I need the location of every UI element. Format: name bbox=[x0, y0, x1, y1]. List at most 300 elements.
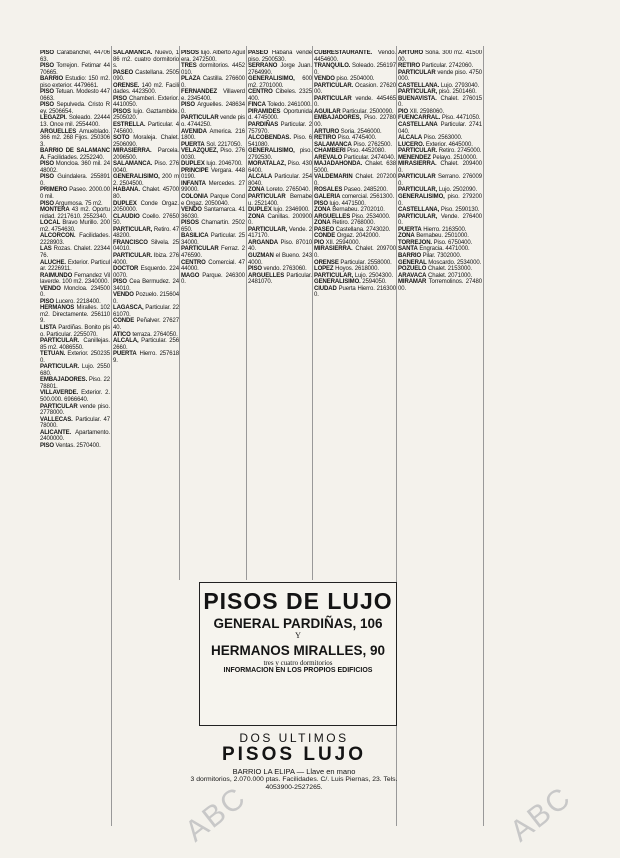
classified-ad-heading: BUENAVISTA. bbox=[398, 95, 437, 102]
classified-ad bbox=[181, 50, 245, 63]
classified-ad-text: lujo. Alberto Aguilera. 2472500. bbox=[181, 50, 245, 63]
classified-ad-heading: LISTA bbox=[40, 324, 57, 331]
classified-ad-heading: VELAZQUEZ, bbox=[181, 148, 219, 155]
classified-ad-text: Apartamento. 2400000. bbox=[40, 429, 110, 443]
classified-ad-text: vende piso. 4744250. bbox=[181, 115, 245, 129]
classified-ad-text: Piso. 4306400. bbox=[248, 161, 312, 174]
classified-ad-heading: BARRIO bbox=[398, 252, 422, 259]
classified-ad-heading: CUBRESTAURANTE. bbox=[314, 50, 373, 56]
classified-ad-heading: SALAMANCA. bbox=[113, 50, 153, 56]
classified-ad-heading: PARTICULAR, bbox=[398, 213, 438, 220]
classified-ad-heading: TORREJON. bbox=[398, 239, 432, 246]
classified-ad-text: Lujo. 2504300. bbox=[354, 272, 394, 279]
classified-ad bbox=[113, 266, 179, 279]
classified-ad-heading: CENTRO bbox=[181, 259, 206, 266]
classified-ad bbox=[314, 83, 396, 96]
classified-ad-text: Hierro. 2576189. bbox=[113, 351, 179, 364]
classified-ad-heading: VENDO bbox=[314, 76, 335, 83]
classified-ad-text: Sol. 2217050. bbox=[206, 141, 242, 148]
classified-ad-heading: MIRASIERRA. bbox=[113, 148, 152, 155]
classified-ad-heading: DUPLEX bbox=[248, 207, 272, 214]
classified-ad-heading: PIO bbox=[398, 108, 409, 115]
classified-ad-heading: PISO bbox=[40, 102, 54, 109]
classified-ad bbox=[40, 377, 110, 390]
classified-ad-text: Bravo Murillo. 200 m2. 4754630. bbox=[40, 220, 110, 233]
classified-ad-text: Conde Orgaz. 2050000. bbox=[113, 200, 179, 214]
classified-column-1 bbox=[40, 50, 110, 828]
classified-ad bbox=[113, 135, 179, 148]
classified-ad-heading: CLAUDIO bbox=[113, 213, 140, 220]
classified-ad-text: Vendo. 4454600. bbox=[314, 50, 396, 63]
classified-ad-text: Castellana. 2743020. bbox=[335, 226, 391, 233]
classified-ad-heading: PISO bbox=[40, 63, 54, 70]
classified-ad-text: XII. 2594000. bbox=[325, 239, 361, 246]
classified-ad-text: Puerta Hierro. 2163000. bbox=[314, 285, 396, 299]
classified-ad-heading: PARTICULAR. bbox=[40, 364, 80, 371]
classified-ad-heading: CASTELLANA, bbox=[398, 207, 440, 214]
classified-ad-text: terraza. 2764050. bbox=[132, 331, 178, 338]
classified-ad bbox=[181, 233, 245, 246]
classified-ad-text: Rozas. Chalet. 2234476. bbox=[40, 246, 110, 259]
classified-ad bbox=[40, 273, 110, 286]
classified-ad-heading: ARGUELLES bbox=[314, 213, 351, 220]
classified-ad-heading: COLONIA bbox=[181, 194, 208, 201]
classified-ad bbox=[398, 279, 482, 292]
classified-ad-text: lujo. Gaztambide. 2505020. bbox=[113, 108, 179, 122]
classified-ad bbox=[181, 63, 245, 76]
classified-ad-text: Particular. 2481070. bbox=[248, 272, 312, 286]
ad-box-pisos-de-lujo bbox=[199, 582, 397, 726]
classified-ad-text: Particular. 2562660. bbox=[113, 338, 179, 351]
classified-ad-heading: PLAZA bbox=[181, 76, 201, 83]
classified-ad bbox=[40, 89, 110, 102]
classified-ad-text: Lucero. 2218400. bbox=[55, 298, 101, 305]
classified-ad bbox=[113, 50, 179, 70]
classified-ad-heading: PARTICULAR. bbox=[40, 338, 80, 345]
classified-ad-heading: AREVALO bbox=[314, 154, 343, 161]
classified-ad bbox=[248, 50, 312, 63]
classified-ad-heading: MAJADAHONDA. bbox=[314, 161, 363, 168]
classified-ad-text: Mercedes. 2799000. bbox=[181, 180, 245, 194]
classified-ad-heading: SANTA bbox=[398, 246, 418, 253]
classified-ad-heading: ZONA bbox=[398, 233, 415, 240]
classified-ad bbox=[181, 102, 245, 115]
classified-ad-heading: PARTICULAR bbox=[181, 246, 219, 253]
classified-ad-text: Lujo. 2502090. bbox=[438, 187, 478, 194]
classified-ad bbox=[314, 161, 396, 174]
classified-ad-heading: ALCALA bbox=[398, 135, 423, 142]
classified-ad-text: Castellana. 2505090. bbox=[113, 69, 179, 83]
classified-ad-heading: PARTICULAR bbox=[181, 115, 219, 122]
classified-ad-heading: PISO bbox=[314, 200, 328, 207]
classified-ad-heading: GENERALISIMO. bbox=[314, 279, 361, 286]
classified-ad bbox=[248, 240, 312, 253]
classified-ad bbox=[181, 89, 245, 102]
classified-ad-heading: PARDIÑAS bbox=[248, 122, 279, 129]
classified-ad-heading: MIRAMAR bbox=[398, 279, 427, 286]
classified-ad bbox=[113, 70, 179, 83]
classified-ad-text: comercial. 2561300. bbox=[341, 194, 395, 201]
classified-ad-text: Fernandez Villaverde. 100 m2. 2340000. bbox=[40, 272, 110, 286]
classified-column-4 bbox=[248, 50, 312, 626]
classified-ad-heading: RETIRO bbox=[398, 63, 421, 70]
classified-ad-heading: ORENSE bbox=[314, 259, 339, 266]
classified-ad-heading: SERRANO bbox=[248, 63, 278, 70]
classified-ad bbox=[113, 292, 179, 305]
classified-ad-heading: GENERAL bbox=[398, 259, 427, 266]
classified-ad-heading: ALCALA bbox=[248, 174, 273, 181]
classified-ad-heading: CASTELLANA bbox=[398, 122, 438, 129]
classified-ad-heading: PIRAMIDES bbox=[248, 108, 281, 115]
classified-ad-heading: ALCALA, bbox=[113, 338, 139, 345]
classified-ad bbox=[181, 207, 245, 220]
classified-ad-text: Carabanchel, 4470663. bbox=[40, 50, 110, 63]
classified-ad-text: 600 m2. 2701000. bbox=[248, 76, 312, 89]
classified-ad bbox=[314, 96, 396, 109]
classified-ad-text: vende piso. 4750000. bbox=[398, 69, 482, 83]
classified-ad-text: Piso. 2590130. bbox=[440, 207, 480, 214]
column-rule bbox=[312, 46, 313, 580]
classified-ad-text: Piso. 2760040. bbox=[113, 161, 179, 174]
classified-ad bbox=[248, 194, 312, 207]
classified-ad bbox=[40, 233, 110, 246]
classified-ad-heading: PARTICULAR bbox=[40, 403, 78, 410]
classified-ad-text: 43 m2. Oportunidad. 2217610. 2552340. bbox=[40, 207, 110, 220]
classified-ad-text: Chalet. 2094000. bbox=[398, 161, 482, 174]
ad-box-2-line2: PISOS LUJO bbox=[221, 744, 367, 765]
classified-ad-text: Hoyos. 2618000. bbox=[335, 266, 379, 273]
classified-ad bbox=[181, 260, 245, 273]
classified-ad-heading: GENERALISIMO, bbox=[248, 76, 295, 83]
classified-ad-text: Tetuan. Modesto 4470663. bbox=[40, 89, 110, 102]
classified-ad-text: Ferraz. 2476590. bbox=[181, 246, 245, 259]
classified-ad-text: Retiro. 4748200. bbox=[113, 226, 179, 240]
classified-ad-text: lujo. 4471500. bbox=[329, 200, 366, 207]
ad-box-1-subtitle: tres y cuatro dormitorios bbox=[263, 659, 333, 667]
classified-ad bbox=[181, 129, 245, 142]
classified-ad bbox=[181, 181, 245, 194]
classified-ad-heading: DUPLEX bbox=[113, 200, 137, 207]
classified-ad-heading: PISO bbox=[40, 200, 54, 207]
classified-ad-heading: TRES bbox=[181, 63, 197, 70]
classified-ad-text: Soria. 2546000. bbox=[340, 128, 382, 135]
classified-ad-text: Facilidades. 2252240. bbox=[47, 154, 104, 161]
classified-ad-text: Parcela. 2096500. bbox=[113, 148, 179, 161]
classified-ad-text: Soria. 300 m2. 4150000. bbox=[398, 50, 482, 63]
classified-ad bbox=[181, 76, 245, 89]
classified-ad-heading: TETUAN. bbox=[40, 351, 66, 358]
classified-ad-heading: VILLAVERDE. bbox=[40, 390, 79, 397]
ad-box-2-line3: BARRIO LA ELIPA — Llave en mano bbox=[232, 767, 356, 776]
classified-ad-heading: GENERALISIMO, bbox=[398, 194, 445, 201]
classified-ad-heading: GUZMAN bbox=[248, 252, 274, 259]
classified-ad-text: 200 m2. 2504500. bbox=[113, 174, 179, 187]
classified-ad bbox=[181, 273, 245, 286]
classified-ad-heading: FINCA bbox=[248, 102, 266, 109]
classified-ad-text: Particular. 4745600. bbox=[113, 122, 179, 135]
ad-box-2-line4: 3 dormitorios, 2.070.000 ptas. Facilidades. C/. Luis Piernas, 23. Tels. 4053900-2527265. bbox=[190, 776, 398, 791]
classified-ad bbox=[40, 161, 110, 174]
classified-ad-text: Particular. 2500090. bbox=[342, 108, 394, 115]
classified-ad-text: Piso. 6541080. bbox=[248, 135, 312, 148]
classified-ad-heading: ESTRELLA. bbox=[113, 122, 146, 129]
classified-ad-text: Arguelles. 2486340. bbox=[181, 102, 245, 115]
classified-ad bbox=[248, 161, 312, 174]
classified-ad-heading: PISOS bbox=[181, 50, 199, 56]
classified-column-2 bbox=[113, 50, 179, 760]
classified-ad-heading: PISO bbox=[40, 298, 54, 305]
classified-ad bbox=[398, 194, 482, 207]
classified-ad-text: Moncloa. 2345000. bbox=[40, 285, 110, 299]
classified-ad-heading: ATICO bbox=[113, 331, 131, 338]
classified-ad-heading: PIO bbox=[314, 239, 325, 246]
classified-ad-text: Serrano. 2760090. bbox=[398, 174, 482, 187]
classified-ad bbox=[40, 50, 110, 63]
classified-ad-heading: PASEO bbox=[314, 226, 335, 233]
classified-ad-text: Pilar. 7302000. bbox=[422, 252, 462, 259]
classified-ad-text: Jorge Juan. 2764990. bbox=[248, 63, 312, 76]
classified-ad-heading: MENENDEZ bbox=[398, 154, 431, 161]
classified-ad-text: Ibiza. 2764000. bbox=[113, 252, 179, 266]
classified-ad-heading: CONDE bbox=[314, 233, 336, 240]
column-rule bbox=[483, 46, 484, 826]
classified-ad-heading: PUERTA bbox=[113, 351, 137, 358]
classified-ad-heading: VENDO bbox=[40, 285, 61, 292]
classified-ad-heading: ARTURO bbox=[398, 50, 424, 56]
classified-ad-text: Moraleja. Chalet. 2506090. bbox=[113, 135, 179, 148]
classified-ad-heading: HABANA. bbox=[113, 187, 140, 194]
classified-ad-heading: PARTICULAR bbox=[398, 69, 436, 76]
classified-ad-text: Oportunidad. 4745000. bbox=[248, 108, 312, 122]
classified-ad-text: Cea Bermudez. 2434010. bbox=[113, 279, 179, 292]
classified-ad-text: Argumosa. 75 m2. bbox=[55, 200, 103, 207]
classified-ad-text: Habana vende piso. 2500530. bbox=[248, 50, 312, 63]
classified-ad-text: Piso. 2762500. bbox=[353, 141, 392, 148]
classified-ad-heading: ZONA bbox=[248, 187, 265, 194]
classified-ad bbox=[40, 430, 110, 443]
classified-ad-heading: PARTICULAR, bbox=[398, 89, 438, 96]
classified-ad bbox=[398, 70, 482, 83]
classified-ad-heading: PASEO bbox=[248, 50, 269, 56]
classified-ad-text: Engracia. 4471000. bbox=[419, 246, 470, 253]
classified-ad bbox=[113, 351, 179, 364]
classified-ad-heading: PARTICULAR, bbox=[113, 226, 153, 233]
classified-ad-text: Retiro. 2768000. bbox=[332, 220, 375, 227]
classified-ad-text: Piso. 2760030. bbox=[181, 148, 245, 161]
classified-ad-heading: EMBAJADORES. bbox=[40, 377, 88, 384]
classified-ad-heading: RAIMUNDO bbox=[40, 272, 73, 279]
classified-ad-heading: ALCOBENDAS. bbox=[248, 135, 291, 142]
classified-ad-text: Esquerdo. 2240070. bbox=[113, 266, 179, 279]
classified-ad-heading: MONTERA bbox=[40, 207, 70, 214]
ad-box-1-line2: HERMANOS MIRALLES, 90 bbox=[210, 643, 386, 658]
classified-ad bbox=[248, 253, 312, 266]
classified-ad-heading: INFANTA bbox=[181, 180, 206, 187]
classified-ad-heading: VENDO bbox=[113, 292, 134, 299]
classified-ad-heading: DOCTOR bbox=[113, 266, 139, 273]
classified-ad bbox=[398, 122, 482, 135]
classified-ad-heading: SOTO bbox=[113, 135, 130, 142]
classified-ad bbox=[113, 187, 179, 200]
classified-ad bbox=[181, 115, 245, 128]
classified-ad-text: Particular. 2261070. bbox=[113, 305, 179, 318]
classified-ad bbox=[248, 76, 312, 89]
classified-ad-heading: MAGO bbox=[181, 272, 200, 279]
classified-ad bbox=[40, 364, 110, 377]
classified-ad-text: Soleado. 2244413. Once mil. 2554400. bbox=[40, 115, 110, 129]
classified-ad-heading: ARGANDA bbox=[248, 239, 278, 246]
classified-ad-text: Loreto. 2765040. bbox=[266, 187, 310, 194]
classified-ad-heading: POZUELO bbox=[398, 266, 427, 273]
classified-ad-heading: BARRIO DE SALAMANCA. bbox=[40, 148, 110, 161]
classified-ad-heading: PUERTA bbox=[398, 226, 422, 233]
classified-ad bbox=[113, 122, 179, 135]
classified-ad bbox=[113, 148, 179, 161]
classified-ad-text: Particular. 4778000. bbox=[40, 416, 110, 430]
classified-ad bbox=[40, 102, 110, 115]
classified-ad-heading: PARTICULAR bbox=[398, 174, 436, 181]
classified-ad bbox=[113, 279, 179, 292]
classified-ad-text: Vende. 2764000. bbox=[398, 213, 482, 227]
classified-ad-heading: EMBAJADORES, bbox=[314, 115, 362, 122]
classified-ad-heading: PARTICULAR. bbox=[113, 252, 153, 259]
classified-ad-heading: PARTICULAR, bbox=[248, 226, 288, 233]
classified-ad-heading: PASEO bbox=[113, 69, 134, 76]
classified-ad-text: vendo. 2763060. bbox=[263, 266, 307, 273]
classified-ad-text: Moncloa. 360 mil. 2448002. bbox=[40, 161, 110, 174]
classified-ad-heading: MIRASIERRA. bbox=[314, 246, 353, 253]
classified-ad-text: Chamartin. 2502650. bbox=[181, 220, 245, 233]
classified-ad-text: Lujo. 2550680. bbox=[40, 364, 110, 377]
classified-ad-heading: ALUCHE. bbox=[40, 259, 66, 266]
classified-ad-heading: PISOS bbox=[181, 220, 199, 227]
classified-ad bbox=[398, 50, 482, 63]
classified-ad-text: XII. 2598060. bbox=[409, 108, 445, 115]
classified-ad bbox=[181, 246, 245, 259]
classified-ad-heading: PISO bbox=[248, 266, 262, 273]
classified-ad-heading: CHAMBERI bbox=[314, 148, 346, 155]
classified-ad-heading: PRINCIPE bbox=[181, 167, 209, 174]
classified-ad bbox=[314, 286, 396, 299]
classified-ad-text: Chalet. 2153000. bbox=[427, 266, 472, 273]
classified-ad-text: Nuevo, 186 m2. cuatro dormitorios. bbox=[113, 50, 179, 70]
classified-ad bbox=[40, 325, 110, 338]
classified-ad-heading: PISO bbox=[113, 279, 127, 286]
classified-ad bbox=[248, 273, 312, 286]
classified-ad-text: piso. 2504000. bbox=[336, 76, 375, 83]
classified-ad bbox=[248, 174, 312, 187]
classified-ad-heading: DUPLEX bbox=[181, 161, 205, 168]
classified-ad bbox=[181, 194, 245, 207]
classified-ad-text: Chalet. 2760150. bbox=[398, 95, 482, 109]
classified-ad-text: Canillas. 2009000. bbox=[248, 213, 312, 227]
classified-ad-heading: CASTELLANA. bbox=[398, 82, 440, 89]
classified-ad-text: Chalet. 2072000. bbox=[314, 174, 396, 187]
classified-ad bbox=[398, 96, 482, 109]
classified-ad bbox=[40, 187, 110, 200]
classified-ad bbox=[40, 443, 110, 450]
watermark-logo: ABC bbox=[504, 780, 578, 849]
classified-ad-heading: ARGUELLES bbox=[248, 272, 285, 279]
classified-ad bbox=[181, 148, 245, 161]
classified-ad bbox=[248, 135, 312, 148]
watermark-logo: ABC bbox=[179, 780, 253, 849]
classified-ad-heading: PARTICULAR, bbox=[314, 272, 354, 279]
classified-ad-text: Retiro. 2745000. bbox=[438, 148, 482, 155]
classified-ad bbox=[248, 109, 312, 122]
classified-ad-text: Torremolinos. 2748000. bbox=[398, 279, 482, 292]
classified-ad bbox=[113, 214, 179, 227]
classified-ad-heading: CENTRO bbox=[248, 89, 273, 96]
classified-ad-text: Exterior. Particular. 2226911. bbox=[40, 259, 110, 273]
classified-ad-text: Facilidades. 2228903. bbox=[40, 233, 110, 246]
classified-ad-heading: GALERIA bbox=[314, 194, 341, 201]
classified-ad bbox=[40, 207, 110, 220]
classified-ad bbox=[113, 109, 179, 122]
classified-column-5 bbox=[314, 50, 396, 626]
classified-ad bbox=[40, 220, 110, 233]
classified-ad-text: Chalet. 2097000. bbox=[314, 246, 396, 259]
classified-ad bbox=[398, 174, 482, 187]
classified-ad-text: Parque Conde Orgaz. 2050040. bbox=[181, 194, 245, 207]
classified-ad-heading: PISO bbox=[113, 95, 127, 102]
classified-ad-heading: PARTICULAR bbox=[314, 95, 352, 102]
classified-ad-heading: ORENSE. bbox=[113, 82, 140, 89]
classified-ad-heading: PARTICULAR bbox=[248, 194, 286, 201]
classified-ad-heading: AGUILAR bbox=[314, 108, 341, 115]
classified-ad-heading: PISO bbox=[40, 89, 54, 96]
classified-ad-heading: PISO bbox=[181, 102, 195, 109]
classified-ad bbox=[40, 286, 110, 299]
classified-ad-heading: PISO bbox=[40, 174, 54, 181]
classified-ad-text: vende. 4454650. bbox=[314, 95, 396, 109]
classified-ad-text: Exterior. 4645000. bbox=[425, 141, 473, 148]
classified-ad-text: Paseo. 2485200. bbox=[343, 187, 388, 194]
classified-ad-heading: VALLECAS. bbox=[40, 416, 73, 423]
classified-ad-text: Piso. 6750400. bbox=[433, 239, 473, 246]
classified-ad-heading: PISO bbox=[40, 50, 54, 56]
classified-ad-text: 140 m2. Facilidades. 4423500. bbox=[113, 82, 179, 96]
classified-ad-text: Canillejas. 85 m2. 4086550. bbox=[40, 338, 110, 351]
classified-ad-text: Chalet. 4570080. bbox=[113, 187, 179, 201]
classified-ad bbox=[398, 214, 482, 227]
classified-ad-heading: GENERALISIMO, bbox=[113, 174, 160, 181]
classified-ad-heading: ARTURO bbox=[314, 128, 340, 135]
classified-ad bbox=[181, 168, 245, 181]
classified-ad bbox=[113, 253, 179, 266]
classified-ad bbox=[40, 404, 110, 417]
classified-ad-heading: ROSALES bbox=[314, 187, 343, 194]
classified-ad-text: Peñalver. 2762740. bbox=[113, 318, 179, 331]
classified-ad-text: Vende. 2417170. bbox=[248, 226, 312, 240]
classified-ad-heading: PUERTA bbox=[181, 141, 205, 148]
classified-ad-heading: ZONA bbox=[314, 220, 331, 227]
classified-ad bbox=[181, 220, 245, 233]
classified-ad-text: Pelayo. 2510000. bbox=[432, 154, 478, 161]
classified-ad-text: Moscardo. 2534000. bbox=[428, 259, 482, 266]
classified-ad bbox=[113, 227, 179, 240]
classified-ad-text: Chamberi. Exterior. 4410050. bbox=[113, 95, 179, 109]
classified-ad-text: Exterior. 2502350. bbox=[40, 351, 110, 364]
classified-ad bbox=[40, 129, 110, 149]
classified-ad-heading: ZONA bbox=[248, 213, 265, 220]
classified-ad-heading: SALAMANCA. bbox=[113, 161, 153, 168]
classified-ad-text: Piso. 4745400. bbox=[337, 135, 377, 142]
classified-ad-text: Comercial. 4744000. bbox=[181, 259, 245, 273]
classified-ad-text: Particular. 2548040. bbox=[248, 174, 312, 187]
classified-ad-text: Pardiñas. Bonito piso. Particular. 2255070. bbox=[40, 324, 110, 338]
classified-ad-text: Silvela. 2504010. bbox=[113, 239, 179, 253]
